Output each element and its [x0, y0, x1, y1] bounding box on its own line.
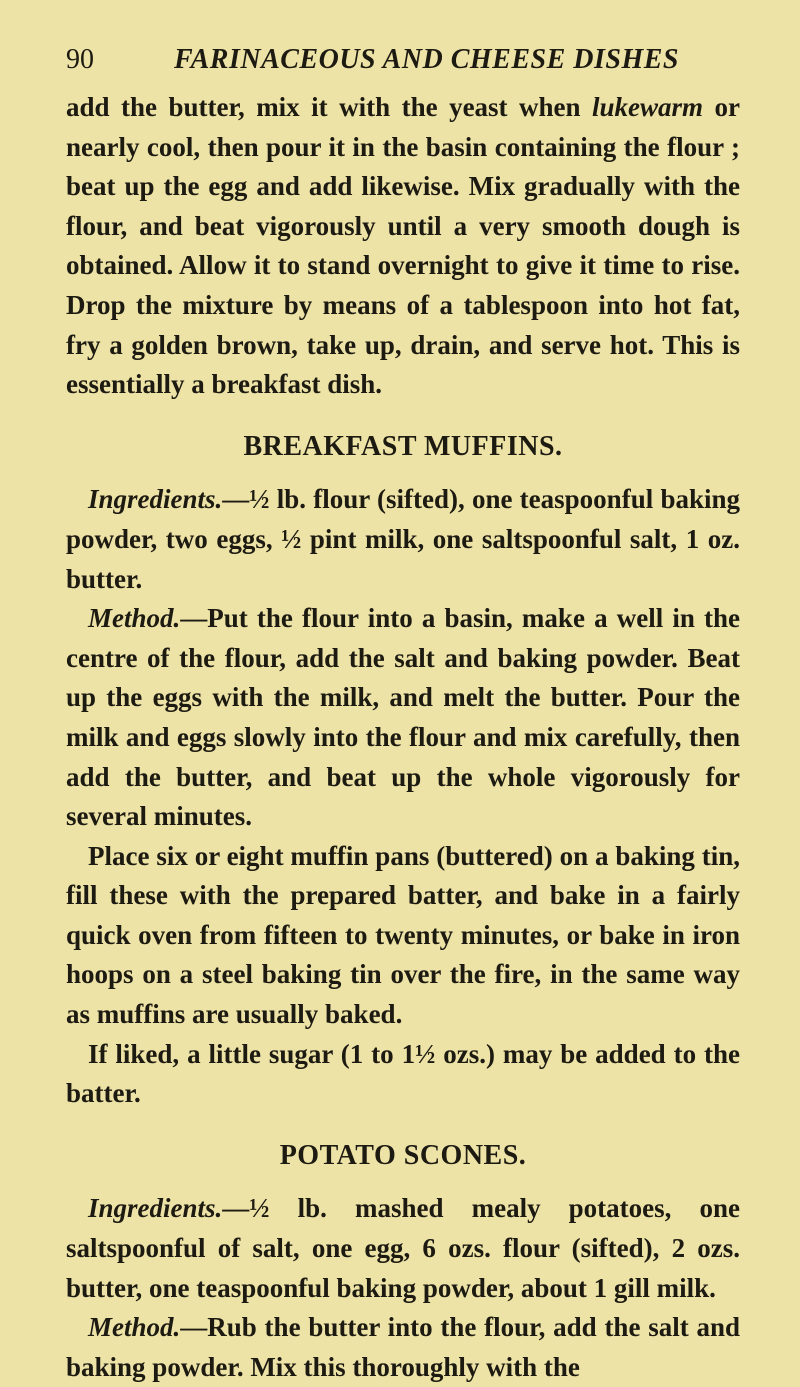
page-body	[66, 88, 740, 1387]
intro-text-after: or nearly cool, then pour it in the basin containing the flour ; beat up the egg and add likewise. Mix gradually with the flour, and beat vigorously until a very smooth dough is obtained. Allow it to stand overnight to give it time to rise. Drop the mixture by means of a tablespoon into hot fat, fry a golden brown, take up, drain, and serve hot. This is essentially a breakfast dish.	[66, 92, 741, 400]
page-number: 90	[66, 44, 94, 75]
muffins-ingredients-text: —½ lb. flour (sifted), one teaspoonful baking powder, two eggs, ½ pint milk, one saltspoonful salt, 1 oz. butter.	[66, 484, 740, 594]
scones-method	[66, 1308, 740, 1387]
muffins-ingredients-label: Ingredients.	[88, 484, 223, 515]
scones-ingredients	[66, 1189, 740, 1308]
muffins-method	[66, 599, 740, 837]
scones-method-label: Method.	[88, 1312, 181, 1343]
scones-ingredients-label: Ingredients.	[88, 1193, 223, 1224]
muffins-paragraph-2: Place six or eight muffin pans (buttered) on a baking tin, fill these with the prepared batter, and bake in a fairly quick oven from fifteen to twenty minutes, or bake in iron hoops on a steel baking tin over the fire, in the same way as muffins are usually baked.	[66, 840, 740, 1030]
intro-emphasis: lukewarm	[592, 92, 704, 122]
intro-text-before: add the butter, mix it with the yeast when	[66, 92, 593, 122]
recipe-title-potato-scones: POTATO SCONES.	[279, 1139, 527, 1171]
recipe-title-breakfast-muffins: BREAKFAST MUFFINS.	[243, 430, 563, 462]
intro-paragraph	[66, 88, 740, 405]
page-header	[66, 40, 736, 80]
muffins-method-text: —Put the flour into a basin, make a well in the centre of the flour, add the salt and baking powder. Beat up the eggs with the milk, and melt the butter. Pour the milk and eggs slowly into the flour and mix carefully, then add the butter, and beat up the whole vigorously for several minutes.	[66, 603, 740, 832]
muffins-paragraph-3: If liked, a little sugar (1 to 1½ ozs.) may be added to the batter.	[66, 1038, 740, 1109]
running-title: FARINACEOUS AND CHEESE DISHES	[174, 44, 679, 75]
muffins-ingredients	[66, 480, 740, 599]
scones-method-text: —Rub the butter into the flour, add the salt and baking powder. Mix this thoroughly with the	[66, 1312, 740, 1382]
scones-ingredients-text: —½ lb. mashed mealy potatoes, one saltspoonful of salt, one egg, 6 ozs. flour (sifted), 2 ozs. butter, one teaspoonful baking powder, about 1 gill milk.	[66, 1193, 740, 1303]
muffins-method-label: Method.	[88, 603, 181, 634]
